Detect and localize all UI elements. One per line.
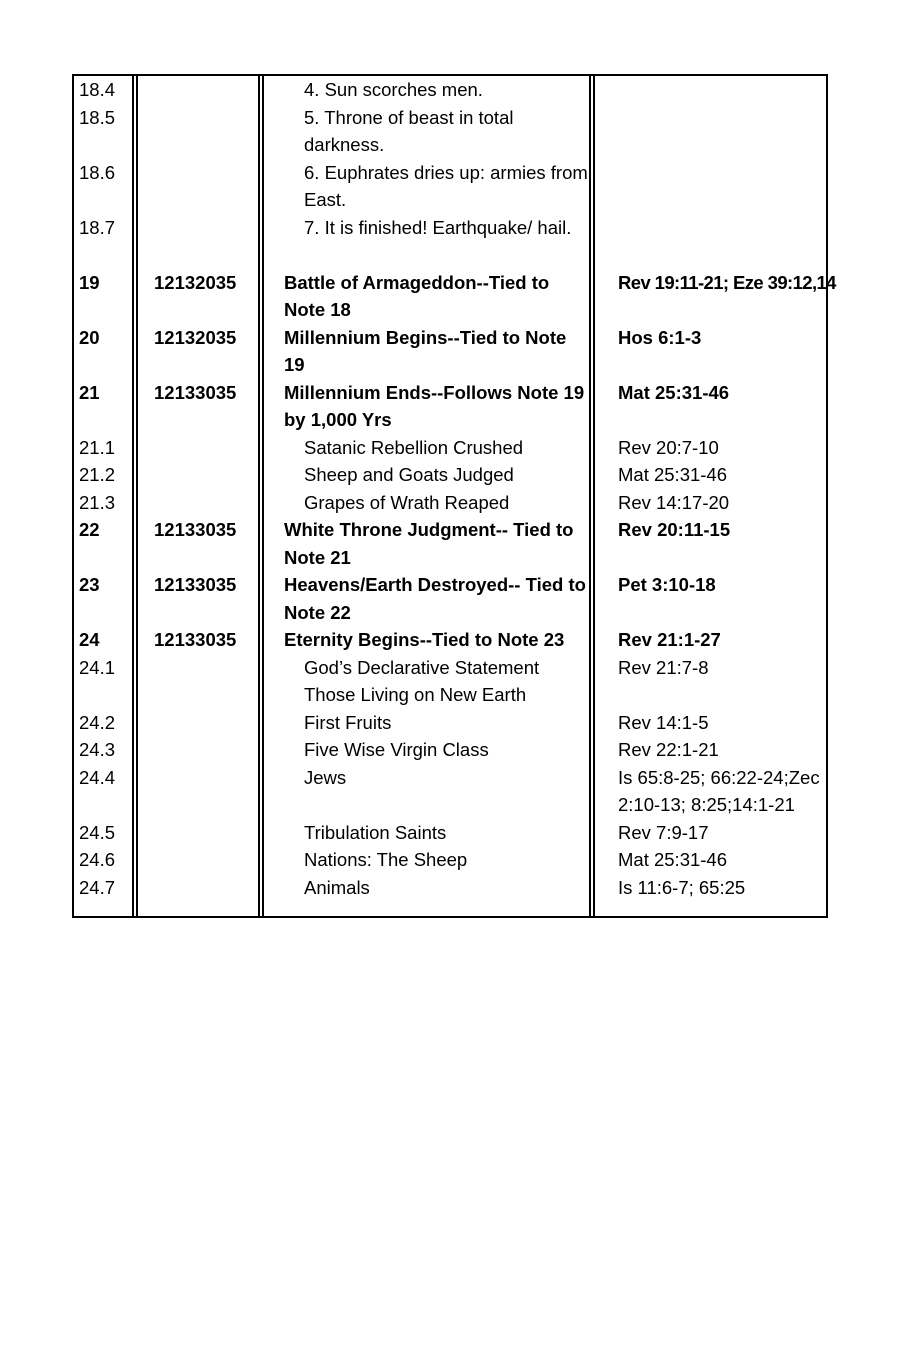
scripture-reference: Rev 21:7-8 [618, 656, 709, 678]
note-number: 24.1 [79, 656, 116, 678]
note-number: 22 [79, 519, 100, 540]
note-number: 21.1 [79, 436, 116, 458]
note-number: 21.2 [79, 464, 116, 485]
note-description: 5. Throne of beast in total darkness. [304, 106, 514, 155]
note-description: Heavens/Earth Destroyed-- Tied to Note 22 [284, 574, 586, 623]
scripture-reference: Rev 20:7-10 [618, 436, 719, 458]
table-row [74, 626, 826, 654]
note-description: 7. It is finished! Earthquake/ hail. [304, 216, 572, 238]
table-row [74, 269, 836, 324]
note-date: 12133035 [154, 519, 237, 540]
table-row [74, 461, 826, 489]
table-row [74, 654, 826, 709]
table-row [74, 846, 826, 874]
scripture-reference: Rev 21:1-27 [618, 629, 721, 650]
scripture-reference: Is 65:8-25; 66:22-24;Zec 2:10-13; 8:25;14:1-21 [618, 766, 820, 815]
scripture-reference: Rev 7:9-17 [618, 821, 709, 843]
scripture-reference: Rev 19:11-21; Eze 39:12,14 [618, 271, 836, 293]
note-description: Satanic Rebellion Crushed [304, 436, 524, 458]
note-date: 12132035 [154, 271, 237, 293]
note-number: 21.3 [79, 491, 116, 513]
note-number: 18.7 [79, 216, 116, 238]
table-row [74, 324, 826, 379]
note-number: 21 [79, 381, 100, 403]
note-description: Sheep and Goats Judged [304, 464, 514, 485]
scripture-reference: Pet 3:10-18 [618, 574, 716, 595]
scripture-reference: Rev 20:11-15 [618, 519, 731, 540]
note-description: Grapes of Wrath Reaped [304, 491, 510, 513]
note-number: 24.4 [79, 766, 116, 788]
note-description: Eternity Begins--Tied to Note 23 [284, 629, 565, 650]
note-number: 24.3 [79, 739, 116, 760]
note-description: Tribulation Saints [304, 821, 447, 843]
note-number: 18.5 [79, 106, 116, 128]
note-description: Animals [304, 876, 370, 898]
scripture-reference: Mat 25:31-46 [618, 464, 728, 485]
scripture-reference: Rev 14:17-20 [618, 491, 730, 513]
note-number: 18.4 [79, 79, 116, 100]
note-number: 19 [79, 271, 100, 293]
table-body [74, 76, 836, 901]
note-date: 12133035 [154, 381, 237, 403]
note-description: Jews [304, 766, 347, 788]
scripture-reference: Rev 14:1-5 [618, 711, 709, 733]
note-number: 18.6 [79, 161, 116, 183]
table-row [74, 214, 826, 269]
scripture-reference: Hos 6:1-3 [618, 326, 702, 348]
table-row [74, 819, 826, 847]
scripture-reference: Is 11:6-7; 65:25 [618, 876, 746, 898]
note-number: 24.5 [79, 821, 116, 843]
table-row [74, 736, 826, 764]
table-row [74, 379, 826, 434]
note-number: 24.7 [79, 876, 116, 898]
note-description: Five Wise Virgin Class [304, 739, 489, 760]
note-description: Nations: The Sheep [304, 849, 468, 870]
note-description: God’s Declarative Statement Those Living on New Earth [304, 656, 540, 705]
note-number: 23 [79, 574, 100, 595]
note-description: Millennium Begins--Tied to Note 19 [284, 326, 567, 375]
table-row [74, 104, 826, 159]
note-date: 12133035 [154, 574, 237, 595]
note-description: 4. Sun scorches men. [304, 79, 483, 100]
note-description: 6. Euphrates dries up: armies from East. [304, 161, 588, 210]
table-row [74, 516, 826, 571]
scripture-reference: Mat 25:31-46 [618, 849, 728, 870]
note-description: Millennium Ends--Follows Note 19 by 1,000 Yrs [284, 381, 585, 430]
table-row [74, 709, 826, 737]
note-number: 24.6 [79, 849, 116, 870]
scripture-reference: Rev 22:1-21 [618, 739, 719, 760]
note-description: First Fruits [304, 711, 392, 733]
note-description: Battle of Armageddon--Tied to Note 18 [284, 271, 550, 320]
note-number: 24 [79, 629, 100, 650]
note-number: 24.2 [79, 711, 116, 733]
table-row [74, 764, 826, 819]
table-row [74, 159, 826, 214]
table-row [74, 571, 826, 626]
note-number: 20 [79, 326, 100, 348]
table-row [74, 874, 826, 902]
scripture-reference: Mat 25:31-46 [618, 381, 730, 403]
table-row [74, 489, 826, 517]
note-date: 12132035 [154, 326, 237, 348]
table-row [74, 434, 826, 462]
notes-table [72, 74, 836, 918]
table-row [74, 76, 826, 104]
note-description: White Throne Judgment-- Tied to Note 21 [284, 519, 574, 568]
note-date: 12133035 [154, 629, 237, 650]
